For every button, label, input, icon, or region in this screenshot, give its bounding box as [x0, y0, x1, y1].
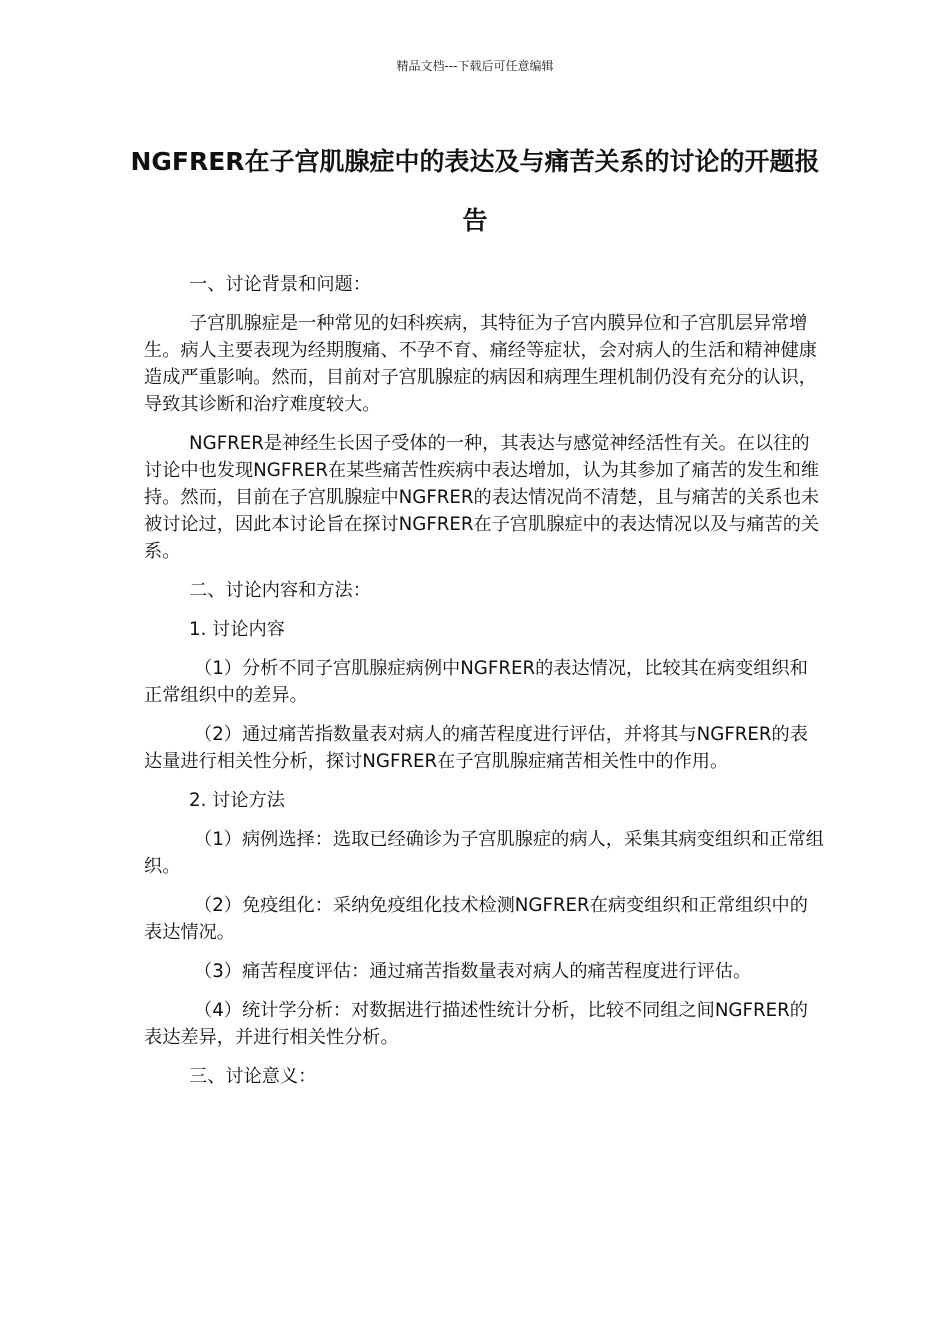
- content-item-2: （2）通过痛苦指数量表对病人的痛苦程度进行评估，并将其与NGFRER的表达量进行相关性分析，探讨NGFRER在子宫肌腺症痛苦相关性中的作用。: [144, 724, 808, 772]
- method-item-4: （4）统计学分析：对数据进行描述性统计分析，比较不同组之间NGFRER的表达差异，并进行相关性分析。: [144, 1000, 808, 1048]
- paragraph-background-2: NGFRER是神经生长因子受体的一种，其表达与感觉神经活性有关。在以往的讨论中也发现NGFRER在某些痛苦性疾病中表达增加，认为其参加了痛苦的发生和维持。然而，目前在子宫肌腺症中NGFRER的表达情况尚不清楚，且与痛苦的关系也未被讨论过，因此本讨论旨在探讨NGFRER在子宫肌腺症中的表达情况以及与痛苦的关系。: [144, 433, 820, 562]
- content-item-1: （1）分析不同子宫肌腺症病例中NGFRER的表达情况，比较其在病变组织和正常组织中的差异。: [144, 658, 808, 706]
- method-item-1: （1）病例选择：选取已经确诊为子宫肌腺症的病人，采集其病变组织和正常组织。: [144, 829, 824, 877]
- page-header: 精品文档---下载后可任意编辑: [396, 59, 554, 73]
- method-item-2: （2）免疫组化：采纳免疫组化技术检测NGFRER在病变组织和正常组织中的表达情况。: [144, 895, 808, 943]
- method-item-3: （3）痛苦程度评估：通过痛苦指数量表对病人的痛苦程度进行评估。: [194, 961, 752, 982]
- subsection-heading-methods: 2. 讨论方法: [189, 790, 285, 811]
- document-body: [144, 271, 826, 1102]
- section-heading-content-methods: 二、讨论内容和方法：: [189, 580, 371, 601]
- section-heading-significance: 三、讨论意义：: [189, 1066, 317, 1087]
- paragraph-background-1: 子宫肌腺症是一种常见的妇科疾病，其特征为子宫内膜异位和子宫肌层异常增生。病人主要表现为经期腹痛、不孕不育、痛经等症状，会对病人的生活和精神健康造成严重影响。然而，目前对子宫肌腺症的病因和病理生理机制仍没有充分的认识，导致其诊断和治疗难度较大。: [144, 313, 817, 415]
- subsection-heading-content: 1. 讨论内容: [189, 619, 285, 640]
- document-title: NGFRER在子宫肌腺症中的表达及与痛苦关系的讨论的开题报告: [130, 147, 820, 235]
- section-heading-background: 一、讨论背景和问题：: [189, 274, 371, 295]
